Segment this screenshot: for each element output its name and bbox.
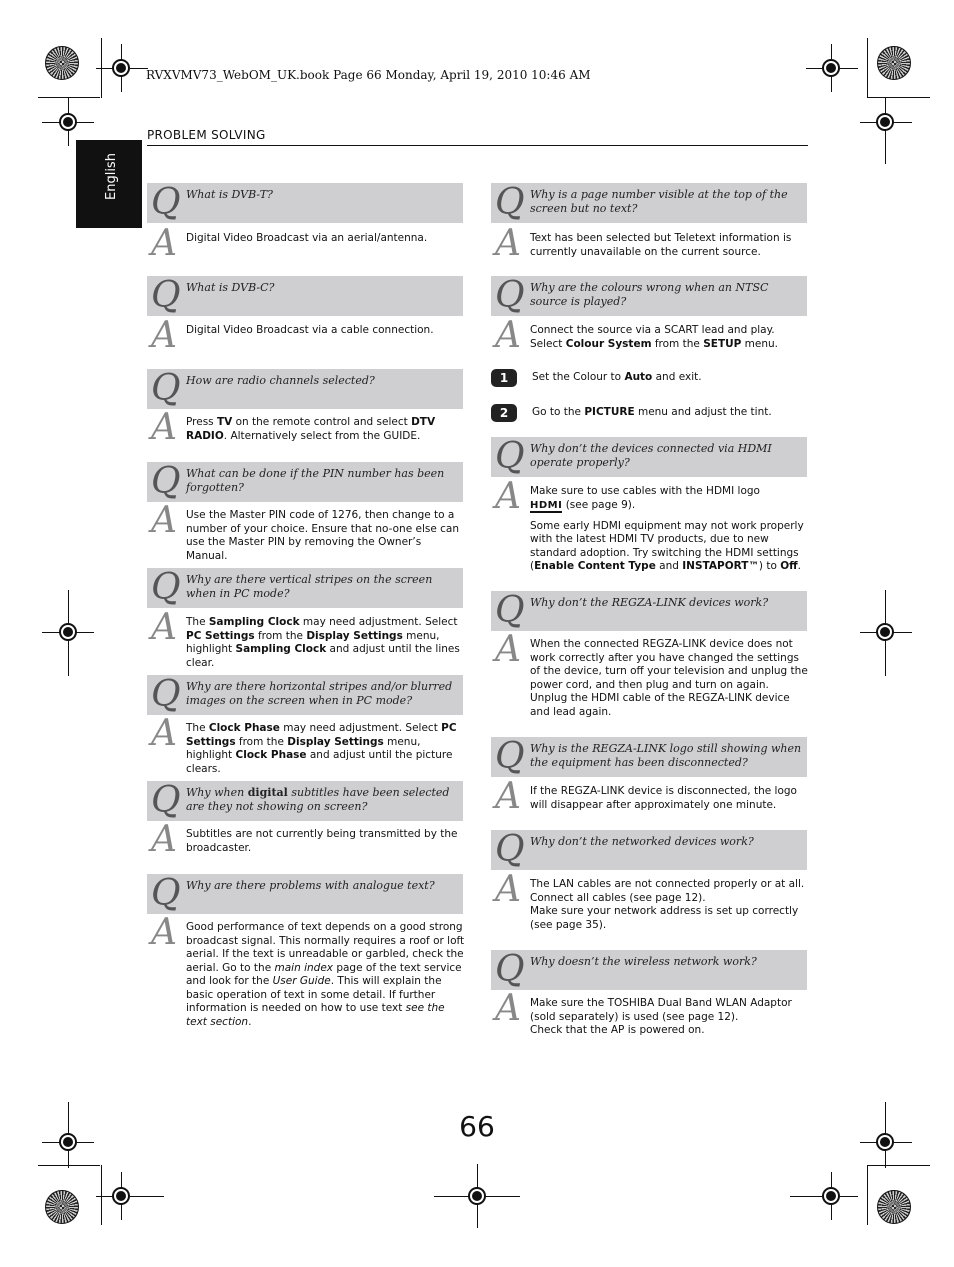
answer-text: Use the Master PIN code of 1276, then change to a number of your choice. Ensure that no-one else can use the Master PIN by removing the Owner’s Manual. — [186, 509, 459, 562]
question-box — [147, 781, 463, 821]
starburst-target-icon — [45, 46, 79, 80]
answer-letter: A — [495, 629, 521, 670]
answer-letter: A — [151, 315, 177, 356]
file-header: RVXVMV73_WebOM_UK.book Page 66 Monday, April 19, 2010 10:46 AM — [146, 68, 591, 82]
answer-letter: A — [151, 713, 177, 754]
question-text: How are radio channels selected? — [186, 374, 375, 387]
answer-text: Make sure to use cables with the HDMI logo HDMI (see page 9). Some early HDMI equipment may not work properly with the latest HDMI TV products, due to new standard adoption. Try switching the HDMI settings (Enable Content Type and INSTAPORT™) to Off. — [530, 485, 804, 572]
section-title: PROBLEM SOLVING — [147, 128, 266, 142]
step-number: 2 — [491, 404, 517, 422]
question-letter: Q — [151, 182, 181, 223]
question-box — [147, 675, 463, 715]
question-letter: Q — [495, 436, 525, 477]
question-box — [147, 462, 463, 502]
answer-box — [491, 628, 811, 728]
question-letter: Q — [151, 275, 181, 316]
question-letter: Q — [495, 275, 525, 316]
registration-mark-icon — [822, 59, 840, 77]
language-tab-label: English — [104, 153, 119, 200]
question-letter: Q — [151, 873, 181, 914]
question-text: Why don’t the REGZA-LINK devices work? — [530, 596, 769, 609]
registration-mark-icon — [876, 113, 894, 131]
answer-letter: A — [151, 407, 177, 448]
question-box — [491, 276, 807, 316]
question-text: What is DVB-T? — [186, 188, 273, 201]
question-text: Why don’t the devices connected via HDMI operate properly? — [530, 442, 772, 469]
question-letter: Q — [151, 780, 181, 821]
question-text: Why don’t the networked devices work? — [530, 835, 754, 848]
question-text: What can be done if the PIN number has been forgotten? — [186, 467, 445, 494]
answer-text: The LAN cables are not connected properly or at all. Connect all cables (see page 12). Make sure your network address is set up correctly (see page 35). — [530, 878, 805, 931]
question-box — [491, 830, 807, 870]
question-box — [147, 369, 463, 409]
answer-letter: A — [495, 988, 521, 1029]
answer-box — [147, 606, 467, 669]
question-letter: Q — [151, 368, 181, 409]
question-text: What is DVB-C? — [186, 281, 275, 294]
question-text: Why are the colours wrong when an NTSC source is played? — [530, 281, 769, 308]
answer-text: When the connected REGZA-LINK device does not work correctly after you have changed the settings of the device, turn off your television and unplug the power cord, and then plug and turn on again. Unplug the HDMI cable of the REGZA-LINK device and lead again. — [530, 638, 808, 718]
answer-text: Digital Video Broadcast via a cable connection. — [186, 324, 434, 336]
answer-box — [147, 818, 467, 866]
registration-mark-icon — [822, 1187, 840, 1205]
question-box — [147, 276, 463, 316]
question-letter: Q — [495, 182, 525, 223]
section-rule — [147, 145, 808, 146]
step-item — [491, 404, 811, 424]
starburst-target-icon — [45, 1190, 79, 1224]
answer-letter: A — [495, 223, 521, 264]
answer-box — [147, 911, 467, 1028]
answer-box — [147, 499, 467, 562]
answer-text: Good performance of text depends on a good strong broadcast signal. This normally requires a roof or loft aerial. If the text is unreadable or garbled, check the aerial. Go to the main index page of the text service and look for the User Guide. This will explain the basic operation of text in some detail. If further information is needed on how to use text see the text section. — [186, 921, 465, 1028]
step-number: 1 — [491, 369, 517, 387]
answer-letter: A — [495, 315, 521, 356]
answer-letter: A — [495, 476, 521, 517]
question-text: Why is a page number visible at the top of the screen but no text? — [530, 188, 788, 215]
answer-letter: A — [495, 776, 521, 817]
question-box — [147, 568, 463, 608]
answer-letter: A — [151, 912, 177, 953]
answer-text: Text has been selected but Teletext information is currently unavailable on the current source. — [530, 232, 792, 258]
question-text: Why when digital subtitles have been selected are they not showing on screen? — [186, 786, 450, 813]
answer-text: The Sampling Clock may need adjustment. Select PC Settings from the Display Settings menu, highlight Sampling Clock and adjust until the lines clear. — [186, 616, 460, 669]
answer-text: Make sure the TOSHIBA Dual Band WLAN Adaptor (sold separately) is used (see page 12). Check that the AP is powered on. — [530, 997, 792, 1036]
registration-mark-icon — [468, 1187, 486, 1205]
registration-mark-icon — [59, 623, 77, 641]
question-letter: Q — [151, 461, 181, 502]
answer-box — [491, 222, 811, 268]
answer-box — [147, 222, 467, 268]
answer-text: Connect the source via a SCART lead and play. Select Colour System from the SETUP menu. — [530, 324, 779, 350]
starburst-target-icon — [877, 46, 911, 80]
question-text: Why is the REGZA-LINK logo still showing when the equipment has been disconnected? — [530, 742, 802, 769]
registration-mark-icon — [59, 113, 77, 131]
answer-letter: A — [495, 869, 521, 910]
registration-mark-icon — [112, 1187, 130, 1205]
answer-box — [147, 712, 467, 775]
question-letter: Q — [495, 949, 525, 990]
question-box — [491, 950, 807, 990]
hdmi-logo-icon: HDMI — [530, 499, 563, 511]
answer-box — [491, 475, 811, 585]
question-box — [491, 183, 807, 223]
question-text: Why are there vertical stripes on the screen when in PC mode? — [186, 573, 433, 600]
answer-box — [491, 987, 811, 1047]
answer-box — [491, 314, 811, 362]
answer-letter: A — [151, 607, 177, 648]
question-text: Why doesn’t the wireless network work? — [530, 955, 757, 968]
question-letter: Q — [495, 736, 525, 777]
answer-box — [491, 868, 811, 938]
question-box — [491, 437, 807, 477]
answer-box — [491, 775, 811, 821]
question-letter: Q — [151, 567, 181, 608]
answer-box — [147, 406, 467, 454]
registration-mark-icon — [876, 623, 894, 641]
question-letter: Q — [495, 829, 525, 870]
answer-letter: A — [151, 223, 177, 264]
registration-mark-icon — [112, 59, 130, 77]
question-box — [491, 591, 807, 631]
question-box — [147, 874, 463, 914]
answer-text: Subtitles are not currently being transmitted by the broadcaster. — [186, 828, 458, 854]
step-text: Set the Colour to Auto and exit. — [532, 371, 702, 383]
question-text: Why are there horizontal stripes and/or blurred images on the screen when in PC mode? — [186, 680, 453, 707]
step-item — [491, 369, 811, 389]
answer-letter: A — [151, 500, 177, 541]
answer-letter: A — [151, 819, 177, 860]
question-text: Why are there problems with analogue text? — [186, 879, 435, 892]
answer-text: If the REGZA-LINK device is disconnected, the logo will disappear after approximately one minute. — [530, 785, 797, 811]
answer-box — [147, 314, 467, 360]
question-box — [147, 183, 463, 223]
starburst-target-icon — [877, 1190, 911, 1224]
question-letter: Q — [495, 590, 525, 631]
answer-text: The Clock Phase may need adjustment. Select PC Settings from the Display Settings menu, highlight Clock Phase and adjust until the picture clears. — [186, 722, 457, 775]
question-letter: Q — [151, 674, 181, 715]
question-box — [491, 737, 807, 777]
step-text: Go to the PICTURE menu and adjust the tint. — [532, 406, 772, 418]
page-number: 66 — [459, 1110, 495, 1143]
answer-text: Press TV on the remote control and select DTV RADIO. Alternatively select from the GUIDE. — [186, 416, 436, 442]
answer-text: Digital Video Broadcast via an aerial/antenna. — [186, 232, 428, 244]
